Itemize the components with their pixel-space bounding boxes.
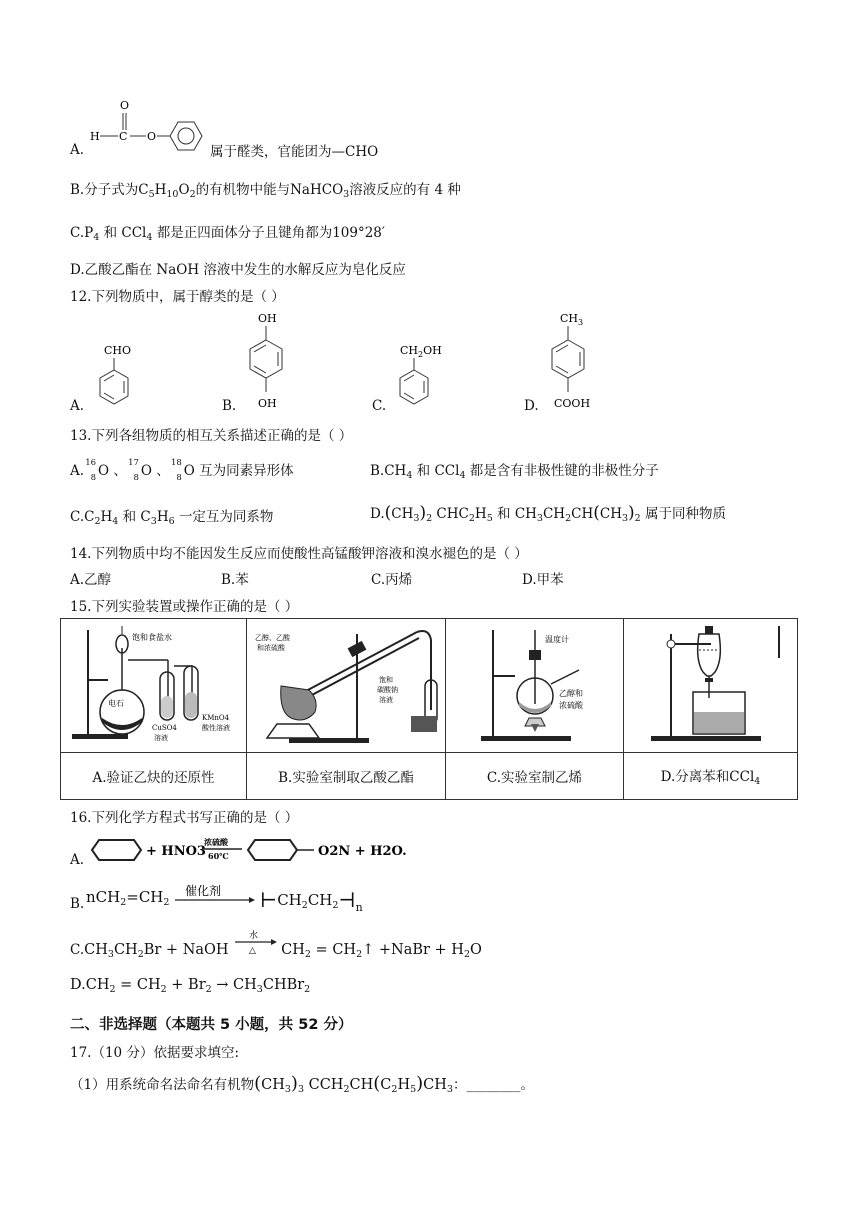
q16-b-n: n bbox=[355, 901, 363, 914]
q12-stem: 12.下列物质中，属于醇类的是（ ） bbox=[70, 289, 285, 305]
label-cuso4-2: 溶液 bbox=[153, 733, 168, 742]
q12-option-a-label: A. bbox=[70, 398, 85, 414]
q13-a-text: 互为同素异形体 bbox=[199, 463, 294, 479]
q14-option-d: D.甲苯 bbox=[522, 572, 564, 588]
q16-c-label: C. bbox=[70, 942, 85, 958]
q16-c-cond-bottom: △ bbox=[248, 946, 256, 956]
label-ethanol-and: 乙醇和 bbox=[558, 688, 583, 698]
q13-option-c: $C.C_2H_4$ 和 $C_3H_6$ 一定互为同系物 bbox=[70, 509, 274, 527]
q11-b-prefix: B.分子式为 bbox=[70, 182, 139, 198]
label-carbide: 电石 bbox=[107, 698, 124, 708]
caption-d-text: D.分离苯和 bbox=[660, 769, 730, 785]
q12-options bbox=[70, 310, 790, 420]
q16-stem: 16.下列化学方程式书写正确的是（ ） bbox=[70, 810, 299, 826]
label-ethanol-acid: 乙醇、乙酸 bbox=[254, 633, 290, 642]
q11-b-mid: 的有机物中能与 bbox=[195, 182, 291, 198]
q11-b-reagent: NaHCO$_3$ bbox=[290, 182, 350, 200]
q11-option-d: D.乙酸乙酯在 NaOH 溶液中发生的水解反应为皂化反应 bbox=[70, 262, 406, 278]
benzaldehyde-structure bbox=[84, 340, 144, 415]
q13-c-text: 一定互为同系物 bbox=[178, 509, 274, 525]
q11-option-c: $C.P_4$ 和 CCl$_4$ 都是正四面体分子且键角都为109°28′ bbox=[70, 225, 385, 243]
q12-option-d-label: D. bbox=[524, 398, 539, 414]
q16-option-c bbox=[70, 930, 482, 960]
q11-option-b bbox=[70, 178, 461, 200]
q13-option-d: $D.(CH_3)_2$ $CHC_2H_5$ 和 $CH_3CH_2CH(CH_3)_2$ 属于同种物质 bbox=[370, 503, 727, 524]
label-sat-3: 溶液 bbox=[378, 695, 393, 704]
struct-o-top: O bbox=[120, 99, 130, 112]
nitration-cond-bottom: 60℃ bbox=[208, 851, 229, 861]
q12-option-c-label: C. bbox=[372, 398, 387, 414]
ester-apparatus-diagram bbox=[249, 620, 444, 748]
q13-option-a: A. 16 8 O 、 17 8 O 、 18 8 O 互为同素异形体 bbox=[70, 458, 294, 483]
struct-cho: CHO bbox=[104, 344, 132, 357]
struct-cooh: COOH bbox=[554, 397, 591, 410]
q13-d-text: 属于同种物质 bbox=[645, 506, 727, 522]
q13-option-b: $B.CH_4$ 和 CCl$_4$ 都是含有非极性键的非极性分子 bbox=[370, 463, 659, 481]
caption-d: D.分离苯和CCl$_4$ bbox=[624, 753, 798, 800]
q16-a-label: A. bbox=[70, 852, 85, 868]
nitration-product: O2N + H2O. bbox=[318, 844, 407, 859]
ethylene-apparatus-diagram bbox=[449, 620, 621, 748]
q14-stem: 14.下列物质中均不能因发生反应而使酸性高锰酸钾溶液和溴水褪色的是（ ） bbox=[70, 546, 528, 562]
struct-ch2oh: $CH_2OH$ bbox=[400, 344, 442, 359]
label-cuso4: CuSO4 bbox=[151, 723, 177, 732]
q11-a-text: 属于醛类，官能团为—CHO bbox=[210, 144, 379, 160]
q15-apparatus-table bbox=[60, 618, 798, 800]
hydroquinone-structure bbox=[236, 310, 296, 415]
nitration-cond-top: 浓硫酸 bbox=[204, 837, 228, 847]
acetylene-apparatus-diagram bbox=[64, 620, 244, 748]
caption-a: A.验证乙炔的还原性 bbox=[61, 753, 247, 800]
caption-c: C.实验室制乙烯 bbox=[446, 753, 624, 800]
apparatus-c-cell bbox=[446, 619, 624, 753]
label-sat-brine: 饱和食盐水 bbox=[131, 632, 172, 642]
q15-stem: 15.下列实验装置或操作正确的是（ ） bbox=[70, 599, 299, 615]
q17-p1-prefix: （1）用系统命名法命名有机物 bbox=[70, 1077, 255, 1093]
label-kmno4: KMnO4 bbox=[201, 713, 229, 722]
q11-c-angle: 109°28′ bbox=[332, 225, 385, 241]
toluic-acid-structure bbox=[538, 310, 608, 415]
struct-oh-bottom: OH bbox=[258, 397, 277, 410]
caption-b: B.实验室制取乙酸乙酯 bbox=[247, 753, 446, 800]
q16-c-right: $CH_2$ = $CH_2↑$ +NaBr + $H_2O$ bbox=[281, 942, 482, 960]
label-sat-2: 碳酸钠 bbox=[376, 685, 398, 694]
q14-option-a: A.乙醇 bbox=[70, 572, 112, 588]
q16-c-cond-top: 水 bbox=[248, 931, 258, 941]
struct-h: H bbox=[90, 130, 100, 143]
apparatus-d-cell bbox=[624, 619, 798, 753]
phenyl-formate-structure bbox=[88, 100, 208, 158]
q16-c-arrow bbox=[233, 930, 277, 956]
struct-ch3: $CH_3$ bbox=[560, 312, 584, 327]
q16-c-left: $CH_3CH_2Br$ + NaOH bbox=[84, 942, 229, 960]
label-thermometer: 温度计 bbox=[544, 634, 569, 644]
label-kmno4-2: 酸性溶液 bbox=[201, 723, 230, 732]
q16-option-d: $D.CH_2 = CH_2 + Br_2$ → $CH_3CHBr_2$ bbox=[70, 977, 311, 995]
q11-c-ccl4: CCl$_4$ bbox=[121, 225, 153, 243]
q11-c-p4: $P_4$ bbox=[84, 225, 100, 243]
option-label: A. bbox=[70, 142, 85, 158]
q11-b-formula: $C_5H_{10}O_2$ bbox=[138, 182, 196, 200]
benzyl-alcohol-structure bbox=[386, 340, 456, 415]
q14-option-c: C.丙烯 bbox=[371, 572, 413, 588]
nitration-reagent: + HNO3 bbox=[146, 844, 206, 859]
nitration-equation bbox=[86, 834, 426, 866]
label-ethanol-acid-2: 和浓硫酸 bbox=[256, 643, 285, 652]
q17-part1 bbox=[70, 1073, 534, 1095]
q13-stem: 13.下列各组物质的相互关系描述正确的是（ ） bbox=[70, 428, 353, 444]
struct-c: C bbox=[119, 130, 128, 143]
q16-b-cond: 催化剂 bbox=[185, 884, 222, 898]
q11-c-prefix: C. bbox=[70, 225, 85, 241]
q16-b-reactant: $nCH_2=CH_2$ bbox=[86, 888, 170, 908]
struct-o: O bbox=[147, 130, 157, 143]
separatory-funnel-diagram bbox=[625, 620, 797, 748]
q16-b-product: $⊢CH_2CH_2⊣_n$ bbox=[260, 888, 363, 914]
q16-d-label: D. bbox=[70, 977, 86, 993]
label-conc-h2so4: 浓硫酸 bbox=[558, 700, 583, 710]
label-sat: 饱和 bbox=[378, 675, 393, 684]
q12-option-b-label: B. bbox=[222, 398, 237, 414]
q17-stem: 17.（10 分）依据要求填空: bbox=[70, 1045, 239, 1061]
q16-b-label: B. bbox=[70, 896, 85, 912]
q17-p1-formula: $(CH_3)_3$ $CCH_2CH(C_2H_5)CH_3$ bbox=[254, 1073, 453, 1095]
q11-b-end: 溶液反应的有 4 种 bbox=[349, 182, 461, 198]
q17-p1-suffix: ：________。 bbox=[452, 1077, 534, 1093]
apparatus-b-cell bbox=[247, 619, 446, 753]
q11-c-text: 都是正四面体分子且键角都为 bbox=[156, 225, 333, 241]
apparatus-a-cell bbox=[61, 619, 247, 753]
q16-b-arrow bbox=[175, 884, 255, 908]
struct-oh-top: OH bbox=[258, 312, 277, 325]
section2-title: 二、非选择题（本题共 5 小题，共 52 分） bbox=[70, 1017, 353, 1033]
q14-option-b: B.苯 bbox=[221, 572, 249, 588]
q13-b-text: 都是含有非极性键的非极性分子 bbox=[469, 463, 659, 479]
